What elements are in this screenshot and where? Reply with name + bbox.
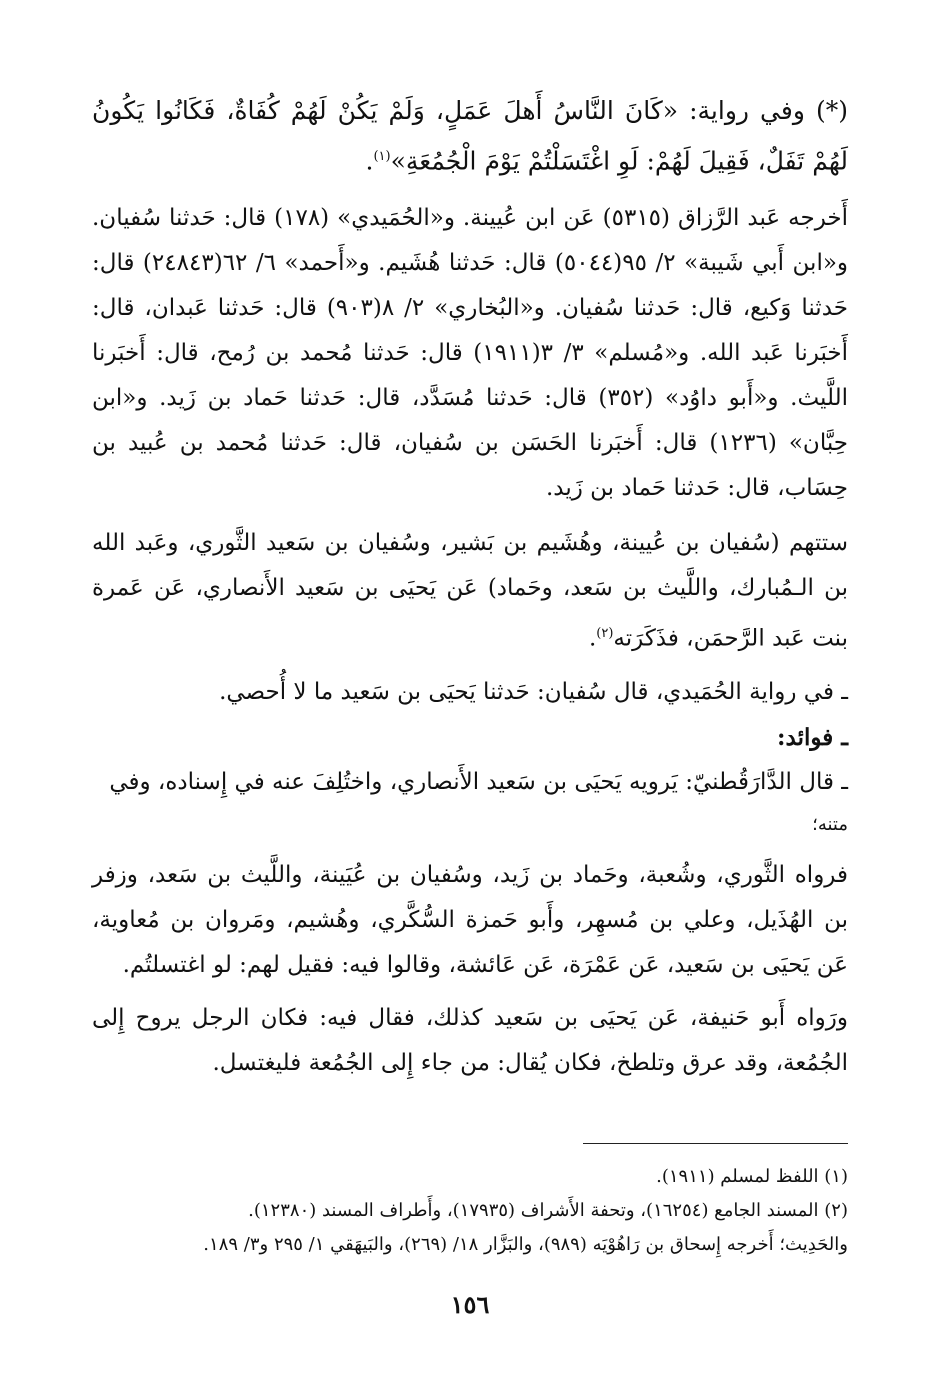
page-number: ١٥٦ bbox=[450, 1290, 490, 1319]
abu-hanifa-paragraph: ورَواه أَبو حَنيفة، عَن يَحيَى بن سَعيد كذلك، فقال فيه: فكان الرجل يروح إِلى الجُمُعة، وقد عرق وتلطخ، فكان يُقال: من جاء إِلى الجُمُعة فليغتسل. bbox=[92, 1004, 848, 1076]
footnote-ref-2[interactable]: (٢) bbox=[596, 626, 614, 642]
isnad-summary-end: . bbox=[588, 625, 597, 652]
footnote-1: (١) اللفظ لمسلم (١٩١١). bbox=[656, 1166, 848, 1187]
daraqutni-note: ـ قال الدَّارَقُطنيّ: يَرويه يَحيَى بن سَعيد الأَنصاري، واختُلِفَ عنه في إِسناده، وفي bbox=[109, 768, 848, 795]
daraqutni-note-tail: متنه؛ bbox=[812, 813, 848, 835]
hadith-end-mark: . bbox=[365, 146, 374, 176]
page-body bbox=[92, 88, 848, 1094]
takhrij-paragraph: أَخرجه عَبد الرَّزاق (٥٣١٥) عَن ابن عُيينة. و«الحُمَيدي» (١٧٨) قال: حَدثنا سُفيان. و«ابن أَبي شَيبة» ٢/ ٩٥(٥٠٤٤) قال: حَدثنا هُشَيم. و«أَحمد» ٦/ ٦٢(٢٤٨٤٣) قال: حَدثنا وَكيع، قال: حَدثنا سُفيان. و«البُخاري» ٢/ ٨(٩٠٣) قال: حَدثنا عَبدان، قال: أَخبَرنا عَبد الله. و«مُسلم» ٣/ ٣(١٩١١) قال: حَدثنا مُحمد بن رُمح، قال: أَخبَرنا اللَّيث. و«أَبو داوُد» (٣٥٢) قال: حَدثنا مُسَدَّد، قال: حَدثنا حَماد بن زَيد. و«ابن حِبَّان» (١٢٣٦) قال: أَخبَرنا الحَسَن بن سُفيان، قال: حَدثنا مُحمد بن عُبيد بن حِسَاب، قال: حَدثنا حَماد بن زَيد. bbox=[92, 205, 849, 502]
footnote-2: (٢) المسند الجامع (١٦٢٥٤)، وتحفة الأَشراف (١٧٩٣٥)، وأَطراف المسند (١٢٣٨٠). bbox=[248, 1200, 848, 1221]
footnote-2-continuation: والحَدِيث؛ أَخرجه إِسحاق بن رَاهُوْيَه (٩٨٩)، والبَزَّار ١٨/ (٢٦٩)، والبَيهَقي ١/ ٢٩٥ و٣/ ١٨٩. bbox=[203, 1234, 848, 1255]
narrators-paragraph: فرواه الثَّوري، وشُعبة، وحَماد بن زَيد، وسُفيان بن عُيَينة، واللَّيث بن سَعد، وزفر بن الهُذَيل، وعلي بن مُسهِر، وأَبو حَمزة السُّكَّري، وهُشيم، ومَروان بن مُعاوية، عَن يَحيَى بن سَعيد، عَن عَمْرَة، عَن عَائشة، وقالوا فيه: فقيل لهم: لو اغتسلتُم. bbox=[92, 861, 848, 978]
footnote-ref-1[interactable]: (١) bbox=[373, 149, 391, 164]
humaydi-note: ـ في رواية الحُمَيدي، قال سُفيان: حَدثنا يَحيَى بن سَعيد ما لا أُحصي. bbox=[219, 678, 848, 705]
footnote-divider bbox=[583, 1143, 848, 1144]
hadith-variant-paragraph bbox=[92, 88, 848, 184]
footnotes bbox=[92, 1160, 848, 1262]
hadith-text: (*) وفي رواية: «كَانَ النَّاسُ أَهلَ عَمَلٍ، وَلَمْ يَكُنْ لَهُمْ كُفَاةٌ، فَكَانُوا يَكُونُ لَهُمْ تَفَلٌ، فَقِيلَ لَهُمْ: لَوِ اغْتَسَلْتُمْ يَوْمَ الْجُمُعَةِ» bbox=[92, 96, 848, 176]
isnad-summary-text: ستتهم (سُفيان بن عُيينة، وهُشَيم بن بَشير، وسُفيان بن سَعيد الثَّوري، وعَبد الله بن الـمُبارك، واللَّيث بن سَعد، وحَماد) عَن يَحيَى بن سَعيد الأَنصاري، عَن عَمرة بنت عَبد الرَّحمَن، فذَكَرَته bbox=[92, 530, 848, 652]
fawaid-heading: ـ فوائد: bbox=[777, 723, 848, 751]
isnad-summary-paragraph bbox=[92, 521, 848, 662]
